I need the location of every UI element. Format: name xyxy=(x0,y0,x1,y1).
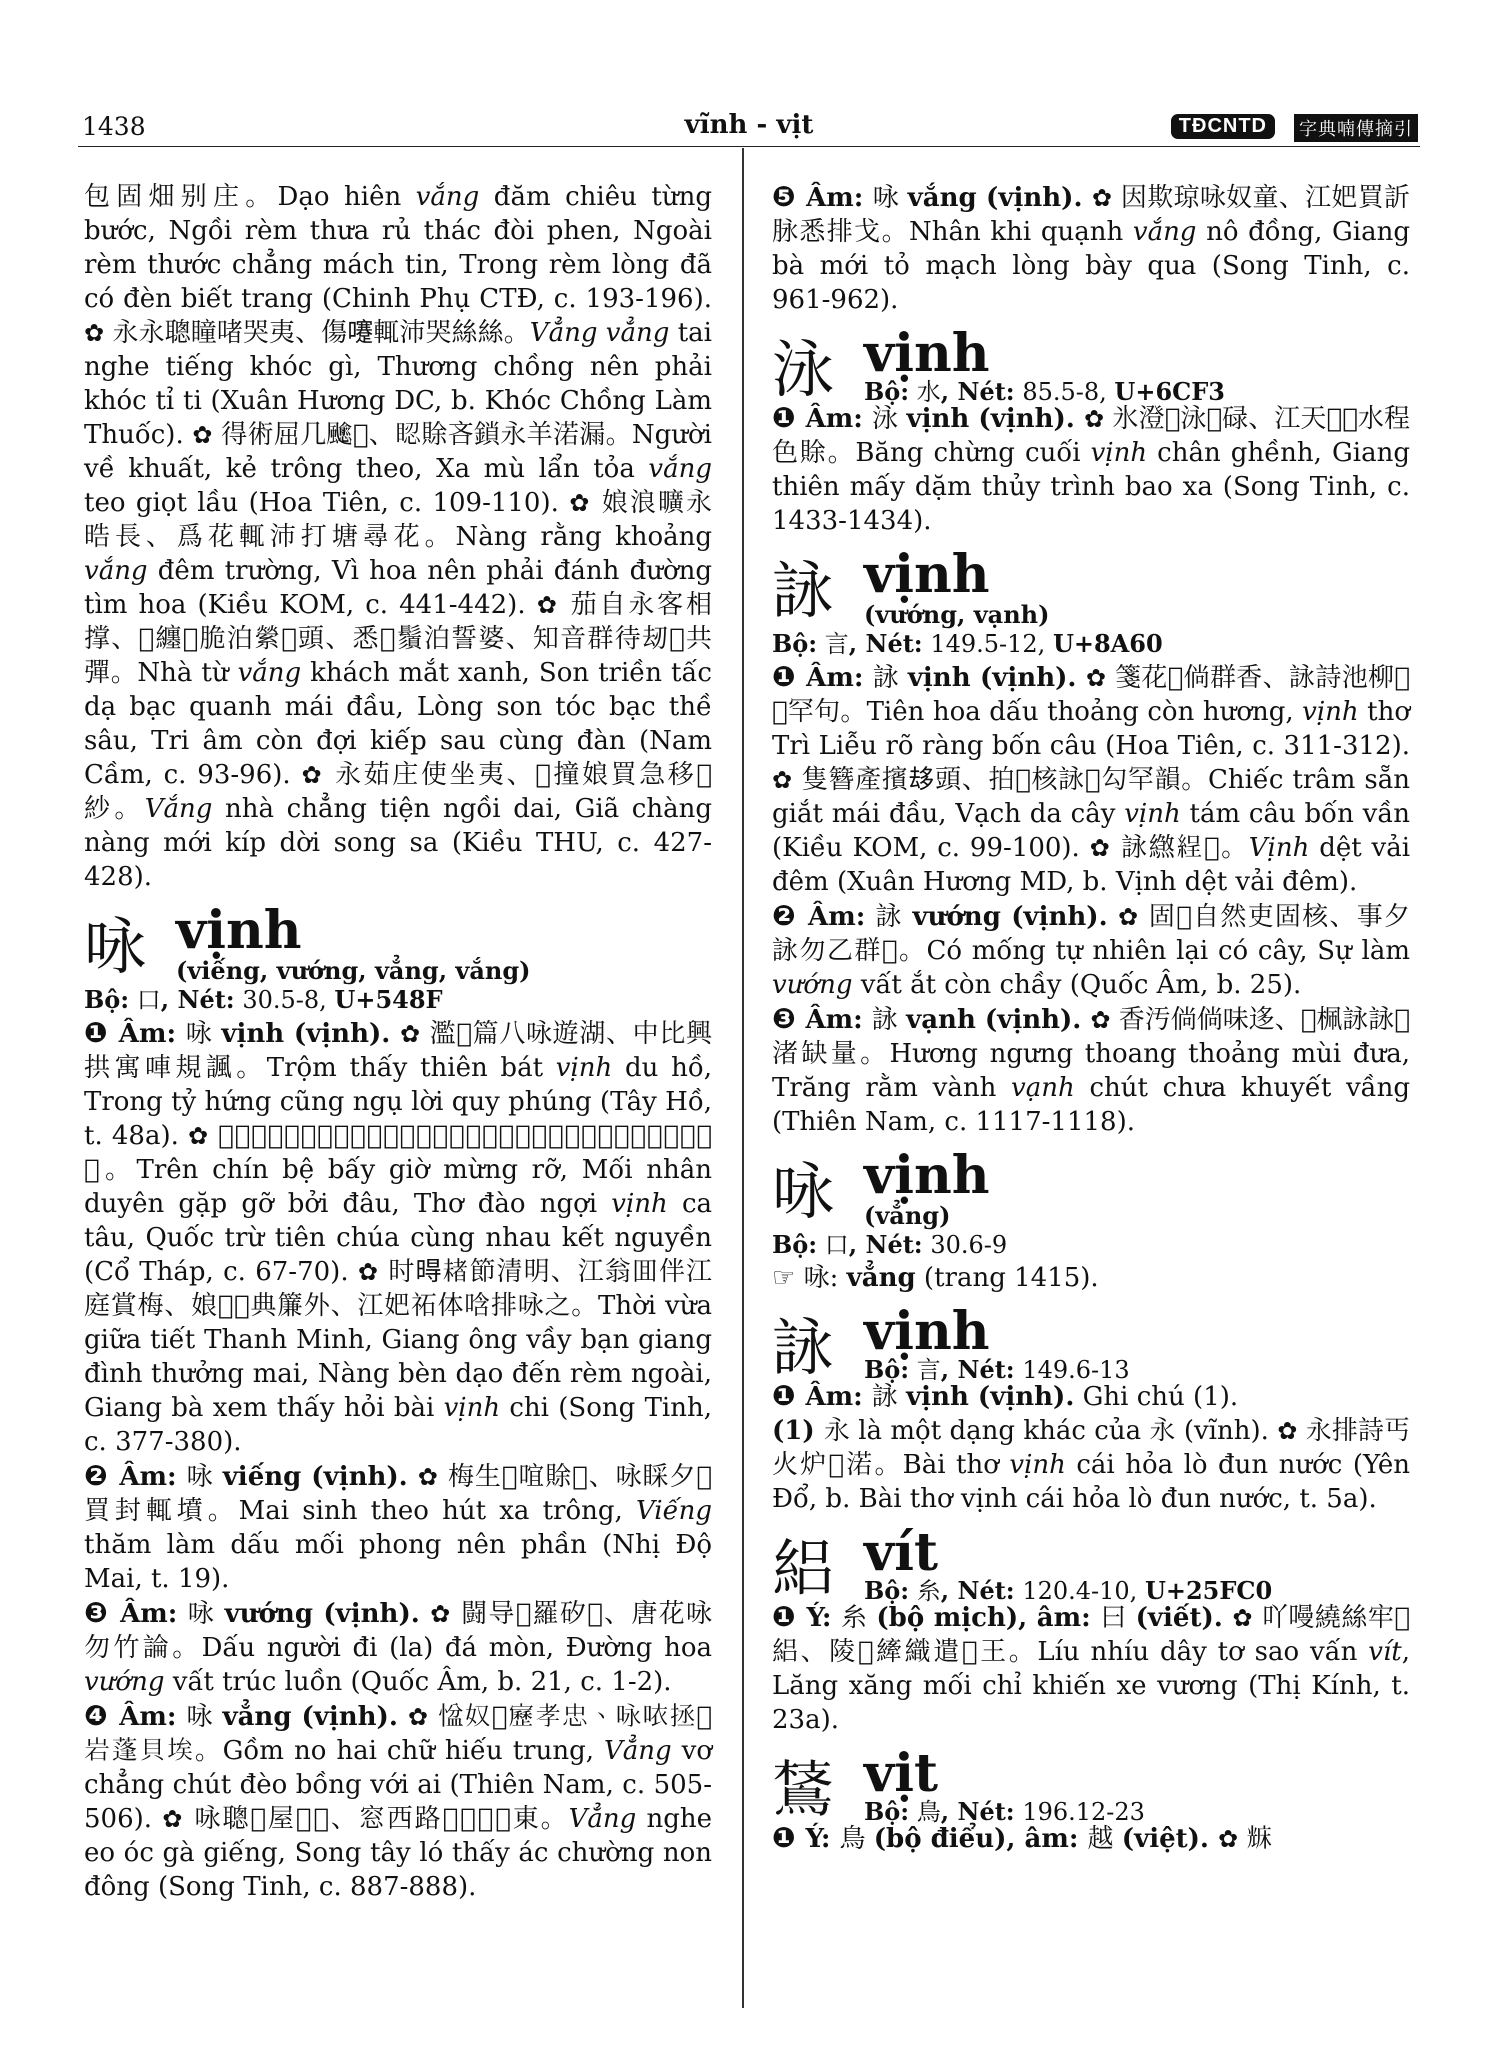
han-nom-text: 闘导𢬣羅矽𤵺、唐花咏勿竹論 xyxy=(84,1599,712,1663)
italic-term: vịnh xyxy=(555,1053,613,1083)
unicode-codepoint: U+25FC0 xyxy=(1144,1576,1273,1605)
han-nom-text: 咏 xyxy=(186,1462,223,1492)
sense-number: ❶ xyxy=(772,660,807,693)
body-text: ca tâu, Quốc trừ tiên chúa cùng nhau kết nguyền (Cổ Tháp, c. 67-70). xyxy=(84,1189,713,1287)
body-text: vơ chẳng chút đèo bồng với ai (Thiên Nam, c. 505-506). xyxy=(84,1736,712,1834)
body-text: tám câu bốn vần (Kiều KOM, c. 99-100). xyxy=(772,799,1410,863)
body-text: : xyxy=(829,1263,847,1293)
stroke-label: , Nét: xyxy=(848,629,923,658)
page-header xyxy=(78,108,1420,147)
headword-reading: vịt xyxy=(864,1743,938,1804)
flower-icon: ✿ xyxy=(569,489,592,517)
bold-text: vịnh (vịnh). xyxy=(906,1382,1075,1412)
bold-text: vịnh (vịnh). xyxy=(221,1019,401,1049)
body-text: 。 xyxy=(114,794,145,824)
headword-reading: vịnh xyxy=(176,900,302,961)
body-text: vất ắt còn chầy (Quốc Âm, b. 25). xyxy=(852,970,1302,1000)
entry-headword xyxy=(772,1301,1410,1384)
bold-text: Âm: xyxy=(806,663,873,693)
bold-text: vịnh (vịnh). xyxy=(906,404,1084,434)
italic-term: vướng xyxy=(84,1667,165,1697)
han-nom-text: 𨖅𧞾陛閉除𢜠吕、緣姻緣及择𡎥𡎥、詩桃𧿨咏歌奏、國儲仙主共饒结願 xyxy=(84,1121,712,1185)
han-nom-text: 濫𧡊篇八咏遊湖、中比興拱寓唓規諷 xyxy=(84,1019,712,1083)
han-nom-text: 娘浪曠永晧長、爲花輒沛打塘尋花 xyxy=(84,488,712,552)
italic-term: vịnh xyxy=(1090,438,1148,468)
italic-term: vịnh xyxy=(611,1189,668,1219)
sense-paragraph xyxy=(84,1699,712,1904)
body-text: 。Thời vừa giữa tiết Thanh Minh, Giang ông vầy bạn giang đình thưởng mai, Nàng bèn dạo đến rèm ngoài, Giang bà xem thấy hỏi bài xyxy=(84,1291,712,1423)
stroke-label: , Nét: xyxy=(160,985,235,1014)
radical-stroke-info xyxy=(772,628,1410,660)
stroke-count: 149.6-13 xyxy=(1022,1356,1130,1384)
han-nom-text: 箋花𨀈倘群香、詠詩池柳𤈜𤂬罕句 xyxy=(772,663,1410,727)
body-text: thơ Trì Liễu rõ ràng bốn câu (Hoa Tiên, c. 311-312). xyxy=(772,697,1410,761)
sense-number: ❶ xyxy=(772,1379,806,1412)
han-nom-text: 𠒥 xyxy=(1238,1824,1273,1854)
running-title: vĩnh - vịt xyxy=(684,110,814,140)
body-text: 。 xyxy=(1221,833,1249,863)
flower-icon: ✿ xyxy=(192,421,213,449)
continued-paragraph xyxy=(772,180,1410,317)
body-text: 。Nhà từ xyxy=(110,658,238,688)
unicode-codepoint: U+6CF3 xyxy=(1114,377,1225,406)
bold-text: Âm: xyxy=(805,1382,872,1412)
sense-number: ❺ xyxy=(772,180,807,213)
sense-number: ❶ xyxy=(772,1600,807,1633)
body-text: đăm chiêu từng bước, Ngồi rèm thưa rủ thác đòi phen, Ngoài rèm thước chẳng mách tin, Trong rèm lòng đã có đèn biết trang (Chinh Phụ CTĐ, c. 193-196). xyxy=(84,182,712,314)
han-nom-text: 咏 xyxy=(187,1599,225,1629)
han-nom-text: 永永聰瞳啫哭夷、傷𡄓輒沛哭絲絲 xyxy=(104,318,504,348)
sense-number: ❶ xyxy=(84,1016,119,1049)
italic-term: Vịnh xyxy=(1248,833,1310,863)
han-nom-text: 詠 xyxy=(871,1005,907,1035)
sense-number: ❷ xyxy=(772,899,809,932)
han-nom-text: 梅生𨇒𠵌賖𨇒、咏睬夕𨀈買封輒墳 xyxy=(84,1462,713,1526)
bold-text: Ý: xyxy=(805,1824,840,1854)
bold-text: (bộ điểu), âm: xyxy=(873,1824,1088,1854)
bold-text: vịnh (vịnh). xyxy=(907,663,1086,693)
body-text: ☞ xyxy=(772,1263,804,1293)
bold-text: Ý: xyxy=(806,1603,842,1633)
headword-character: 絽 xyxy=(772,1532,835,1605)
body-text: 。Người về khuất, kẻ trông theo, Xa mù lẩn tỏa xyxy=(84,420,712,484)
body-text: 。Bài thơ xyxy=(874,1450,1010,1480)
flower-icon: ✿ xyxy=(1090,1006,1111,1034)
body-text: đêm trường, Vì hoa nên phải đánh đường tìm hoa (Kiều KOM, c. 441-442). xyxy=(84,556,712,620)
bold-text: Âm: xyxy=(806,183,873,213)
radical-label: Bộ: xyxy=(864,1576,910,1605)
body-text: dệt vải đêm (Xuân Hương MD, b. Vịnh dệt vải đêm). xyxy=(772,833,1411,897)
bold-text: Âm: xyxy=(120,1599,188,1629)
radical-character: 言 xyxy=(916,1356,941,1384)
han-nom-text: 咏聰𡗶屋𪃿𠊛、窓西路𧡊𪃿𡳵𡌿東 xyxy=(184,1804,541,1834)
alternate-readings: (viếng, vướng, vẳng, vắng) xyxy=(176,956,531,985)
flower-icon: ✿ xyxy=(400,1020,421,1048)
body-text: (vĩnh). xyxy=(1175,1416,1278,1446)
italic-term: vịnh xyxy=(1124,799,1181,829)
sense-paragraph xyxy=(84,1596,712,1699)
radical-stroke-info xyxy=(864,377,1225,407)
flower-icon: ✿ xyxy=(772,766,793,794)
alternate-readings: (vẳng) xyxy=(864,1201,951,1230)
radical-label: Bộ: xyxy=(864,377,910,406)
italic-term: vướng xyxy=(772,970,853,1000)
body-text: teo giọt lầu (Hoa Tiên, c. 109-110). xyxy=(84,488,570,518)
body-text: chút chưa khuyết vầng (Thiên Nam, c. 1117-1118). xyxy=(772,1073,1411,1137)
body-text: 。 xyxy=(503,318,530,348)
han-nom-text: 得術屈几𩙍𨇒、𥆾賖吝鎖永羊渃漏 xyxy=(212,420,606,450)
sense-number: ❶ xyxy=(772,401,806,434)
han-nom-text: 泳 xyxy=(872,404,907,434)
body-text: 。Hương ngưng thoang thoảng mùi đưa, Trăng rằm vành xyxy=(772,1039,1410,1103)
stroke-count: 85.5-8, xyxy=(1022,378,1107,406)
entry-headword xyxy=(772,1743,1410,1826)
body-text: 。Băng chừng cuối xyxy=(827,438,1091,468)
flower-icon: ✿ xyxy=(536,591,560,619)
radical-stroke-info xyxy=(864,1355,1130,1385)
bold-text: vướng (vịnh). xyxy=(912,902,1118,932)
radical-character: 口 xyxy=(824,1231,849,1259)
headword-reading: vịnh xyxy=(864,544,990,605)
body-text: 。Gồm no hai chữ hiếu trung, xyxy=(194,1736,604,1766)
radical-label: Bộ: xyxy=(864,1355,910,1384)
headword-character: 咏 xyxy=(772,1155,835,1228)
radical-character: 糸 xyxy=(916,1577,941,1605)
sense-paragraph xyxy=(772,1600,1410,1737)
entry-headword xyxy=(772,544,1410,629)
bold-text: vắng (vịnh). xyxy=(907,183,1092,213)
alternate-readings: (vướng, vạnh) xyxy=(864,600,1050,629)
body-text: 。Trộm thấy thiên bát xyxy=(236,1053,556,1083)
sense-paragraph xyxy=(84,1459,712,1596)
body-text: Ghi chú (1). xyxy=(1074,1382,1239,1412)
han-nom-text: 糸 xyxy=(841,1603,877,1633)
radical-character: 水 xyxy=(916,378,941,406)
headword-reading: vít xyxy=(864,1522,938,1583)
han-nom-text: 永 xyxy=(823,1416,850,1446)
sense-paragraph xyxy=(772,1002,1410,1139)
italic-term: vịnh xyxy=(1302,697,1359,727)
flower-icon: ✿ xyxy=(162,1805,185,1833)
unicode-codepoint: U+8A60 xyxy=(1052,629,1163,658)
sense-paragraph xyxy=(772,1261,1410,1295)
continued-paragraph xyxy=(84,180,712,894)
bold-text: (việt). xyxy=(1121,1824,1219,1854)
stroke-label: , Nét: xyxy=(940,1797,1015,1826)
bold-text: Âm: xyxy=(119,1702,187,1732)
han-nom-text: 永排詩丐火炉𤈜渃 xyxy=(772,1416,1410,1480)
italic-term: vịnh xyxy=(443,1393,501,1423)
body-text: thăm làm dấu mối phong nên phần (Nhị Độ Mai, t. 19). xyxy=(84,1530,712,1594)
flower-icon: ✿ xyxy=(407,1703,429,1731)
sense-number: ❷ xyxy=(84,1459,120,1492)
radical-stroke-info xyxy=(772,1229,1410,1261)
stroke-label: , Nét: xyxy=(940,1576,1015,1605)
han-nom-text: 茄自永客相撑、𡎝纏𤽸脆泊縈𠫾頭、悉𡎝鬚泊誓婆、知音群待刼𨍦共彈 xyxy=(84,590,713,688)
bold-text: (1) xyxy=(772,1416,824,1446)
flower-icon: ✿ xyxy=(1218,1825,1239,1853)
han-nom-text: 固𠰳自然吏固核、事夕詠勿乙群𨅸 xyxy=(772,902,1411,966)
bold-text: vẳng xyxy=(846,1263,916,1293)
bold-text: Âm: xyxy=(805,1005,872,1035)
han-nom-text: 咏 xyxy=(185,1019,222,1049)
column-divider xyxy=(742,148,744,2008)
stroke-count: 196.12-23 xyxy=(1022,1798,1145,1826)
body-text: 。Trên chín bệ bấy giờ mừng rỡ, Mối nhân duyên gặp gỡ bởi đâu, Thơ đào ngợi xyxy=(84,1155,712,1219)
han-nom-text: 詠 xyxy=(875,902,913,932)
sense-paragraph xyxy=(772,1414,1410,1516)
han-nom-text: 詠繺𦀚𣉹 xyxy=(1111,833,1222,863)
flower-icon: ✿ xyxy=(1089,834,1112,862)
body-text: 。Dấu người đi (la) đá mòn, Đường hoa xyxy=(172,1633,712,1663)
body-text: chân ghềnh, Giang thiên mấy dặm thủy trình bao xa (Song Tinh, c. 1433-1434). xyxy=(772,438,1410,536)
entry-headword xyxy=(772,323,1410,406)
italic-term: vắng xyxy=(1132,217,1197,247)
sense-paragraph xyxy=(772,401,1410,538)
sense-paragraph xyxy=(772,660,1410,899)
flower-icon: ✿ xyxy=(430,1600,452,1628)
bold-text: (viết). xyxy=(1135,1603,1233,1633)
flower-icon: ✿ xyxy=(357,1258,380,1286)
body-text: 。 xyxy=(540,1804,569,1834)
bold-text: vướng (vịnh). xyxy=(224,1599,431,1629)
body-text: nghe eo óc gà giếng, Song tây ló thấy ác chường non đông (Song Tinh, c. 887-888). xyxy=(84,1804,712,1902)
left-column xyxy=(84,180,712,1904)
han-nom-text: 𢞂奴𦓡𡫯孝忠、咏𠲖拯𡾵岩蓬貝埃 xyxy=(84,1702,712,1766)
entry-headword xyxy=(84,900,712,985)
bold-text: Âm: xyxy=(805,404,873,434)
body-text: 。Chiếc trâm sẵn giắt mái đầu, Vạch da cây xyxy=(772,765,1410,829)
flower-icon: ✿ xyxy=(1084,405,1105,433)
flower-icon: ✿ xyxy=(1091,184,1113,212)
flower-icon: ✿ xyxy=(188,1122,210,1150)
stroke-label: , Nét: xyxy=(848,1230,923,1259)
han-nom-text: 咏 xyxy=(803,1263,830,1293)
han-nom-text: 时𣈜𣗓節清明、江翁囬伴江庭賞梅、娘𠁑𨀈典簾外、江妑祏体唅排咏之 xyxy=(84,1257,713,1321)
radical-label: Bộ: xyxy=(84,985,130,1014)
bold-text: Âm: xyxy=(808,902,876,932)
headword-reading: vịnh xyxy=(864,1301,990,1362)
stroke-count: 120.4-10, xyxy=(1022,1577,1138,1605)
entry-headword xyxy=(772,1145,1410,1230)
headword-character: 詠 xyxy=(772,554,835,627)
radical-stroke-info xyxy=(84,984,712,1016)
flower-icon: ✿ xyxy=(84,319,105,347)
han-nom-text: 永茹庄使坐夷、𠹾撞娘買急移𢭂紗 xyxy=(84,760,712,824)
han-nom-text: 咏 xyxy=(186,1702,223,1732)
han-nom-text: 隻簪產擯𠫾頭、拍𦛌核詠𢶸勾罕韻 xyxy=(792,765,1182,795)
italic-term: Vẳng xyxy=(603,1736,672,1766)
headword-character: 詠 xyxy=(772,1311,835,1384)
page-number: 1438 xyxy=(82,112,146,141)
italic-term: vịnh xyxy=(1009,1450,1066,1480)
body-text: du hồ, Trong tỷ hứng cũng ngụ lời quy phúng (Tây Hồ, t. 48a). xyxy=(84,1053,712,1151)
italic-term: vạnh xyxy=(1011,1073,1075,1103)
italic-term: vắng xyxy=(415,182,480,212)
body-text: 。Dạo hiên xyxy=(245,182,416,212)
body-text: nhà chẳng tiện ngồi dai, Giã chàng nàng mới kíp dời song sa (Kiều THU, c. 427-428). xyxy=(84,794,712,892)
bold-text: vẳng (vịnh). xyxy=(222,1702,408,1732)
body-text: 。Tiên hoa dấu thoảng còn hương, xyxy=(840,697,1303,727)
han-nom-text: 因欺琼咏奴童、江妑買訢脉悉排戈 xyxy=(772,183,1411,247)
headword-reading: vịnh xyxy=(864,1145,990,1206)
han-nom-text: 永 xyxy=(1149,1416,1176,1446)
flower-icon: ✿ xyxy=(417,1463,439,1491)
han-nom-text: 包固畑别庄 xyxy=(84,182,246,212)
body-text: 。Có mống tự nhiên lại có cây, Sự làm xyxy=(899,936,1410,966)
han-nom-text: 吖𠼦繞絲牢𠳨絽、陵𠱤縴織遣𦀎王 xyxy=(772,1603,1411,1667)
han-nom-text: 咏 xyxy=(872,183,908,213)
flower-icon: ✿ xyxy=(1232,1604,1254,1632)
body-text: khách mắt xanh, Son triền tấc dạ bạc quanh mái đầu, Lòng son tóc bạc thề sâu, Tri âm còn đợi kiếp sau cùng đàn (Nam Cầm, c. 93-96). xyxy=(84,658,712,790)
bold-text: Âm: xyxy=(118,1019,186,1049)
logo-badge: TĐCNTD xyxy=(1171,114,1275,139)
body-text: 。Mai sinh theo hút xa trông, xyxy=(207,1496,636,1526)
han-nom-text: 曰 xyxy=(1100,1603,1136,1633)
body-text: 。Nhân khi quạnh xyxy=(881,217,1133,247)
stroke-count: 30.6-9 xyxy=(930,1231,1008,1259)
italic-term: Vẳng xyxy=(568,1804,637,1834)
radical-character: 鳥 xyxy=(916,1798,941,1826)
han-nom-text: 氷澄𩵜泳𨅹碌、江天𪓇𪓇水程色賖 xyxy=(772,404,1410,468)
han-nom-text: 香汚倘倘味迻、𦝄𣑲詠詠𨤮渚缺量 xyxy=(772,1005,1411,1069)
bold-text: viếng (vịnh). xyxy=(222,1462,418,1492)
bold-text: vạnh (vịnh). xyxy=(906,1005,1091,1035)
bold-text: (bộ mịch), âm: xyxy=(876,1603,1101,1633)
body-text: (trang 1415). xyxy=(915,1263,1099,1293)
logo-cjk-badge: 字典喃傳摘引 xyxy=(1294,114,1418,142)
bold-text: Âm: xyxy=(119,1462,187,1492)
radical-label: Bộ: xyxy=(864,1797,910,1826)
flower-icon: ✿ xyxy=(301,761,325,789)
radical-character: 言 xyxy=(824,630,849,658)
sense-number: ❸ xyxy=(772,1002,806,1035)
body-text: là một dạng khác của xyxy=(849,1416,1150,1446)
body-text: 。Nàng rằng khoảng xyxy=(424,522,712,552)
flower-icon: ✿ xyxy=(1118,903,1140,931)
sense-paragraph xyxy=(84,1016,712,1459)
italic-term: Vắng xyxy=(144,794,213,824)
flower-icon: ✿ xyxy=(1277,1417,1298,1445)
headword-reading: vịnh xyxy=(864,323,990,384)
headword-character: 泳 xyxy=(772,333,835,406)
sense-number: ❶ xyxy=(772,1821,806,1854)
italic-term: vắng xyxy=(237,658,302,688)
han-nom-text: 詠 xyxy=(871,1382,907,1412)
italic-term: Viếng xyxy=(635,1496,712,1526)
entry-headword xyxy=(772,1522,1410,1605)
body-text: 。Líu nhíu dây tơ sao vấn xyxy=(1008,1637,1369,1667)
sense-number: ❸ xyxy=(84,1596,121,1629)
sense-paragraph xyxy=(772,899,1410,1002)
flower-icon: ✿ xyxy=(1085,664,1107,692)
radical-stroke-info xyxy=(864,1576,1272,1606)
body-text: tai nghe tiếng khóc gì, Thương chồng nên phải khóc tỉ ti (Xuân Hương DC, b. Khóc Chồng Làm Thuốc). xyxy=(84,318,712,450)
stroke-count: 149.5-12, xyxy=(930,630,1046,658)
italic-term: vắng xyxy=(648,454,712,484)
han-nom-text: 越 xyxy=(1087,1824,1122,1854)
stroke-label: , Nét: xyxy=(940,1355,1015,1384)
han-nom-text: 詠 xyxy=(872,663,908,693)
unicode-codepoint: U+548F xyxy=(334,985,443,1014)
radical-character: 口 xyxy=(136,986,161,1014)
stroke-count: 30.5-8, xyxy=(242,986,327,1014)
body-text: , Lăng xăng mối chỉ khiến xe vương (Thị Kính, t. 23a). xyxy=(772,1637,1410,1735)
stroke-label: , Nét: xyxy=(940,377,1015,406)
body-text: chi (Song Tinh, c. 377-380). xyxy=(84,1393,712,1457)
sense-number: ❹ xyxy=(84,1699,120,1732)
body-text: vất trúc luồn (Quốc Âm, b. 21, c. 1-2). xyxy=(164,1667,672,1697)
italic-term: vít xyxy=(1368,1637,1402,1667)
radical-stroke-info xyxy=(864,1797,1145,1827)
body-text: cái hỏa lò đun nước (Yên Đổ, b. Bài thơ vịnh cái hỏa lò đun nước, t. 5a). xyxy=(772,1450,1410,1514)
body-text: nô đồng, Giang bà mới tỏ mạch lòng bày qua (Song Tinh, c. 961-962). xyxy=(772,217,1410,315)
headword-character: 𪂅 xyxy=(772,1753,835,1826)
italic-term: vắng xyxy=(84,556,148,586)
han-nom-text: 鳥 xyxy=(839,1824,874,1854)
right-column xyxy=(772,180,1410,1856)
radical-label: Bộ: xyxy=(772,629,818,658)
headword-character: 咏 xyxy=(84,910,147,983)
radical-label: Bộ: xyxy=(772,1230,818,1259)
italic-term: Vẳng vẳng xyxy=(529,318,670,348)
